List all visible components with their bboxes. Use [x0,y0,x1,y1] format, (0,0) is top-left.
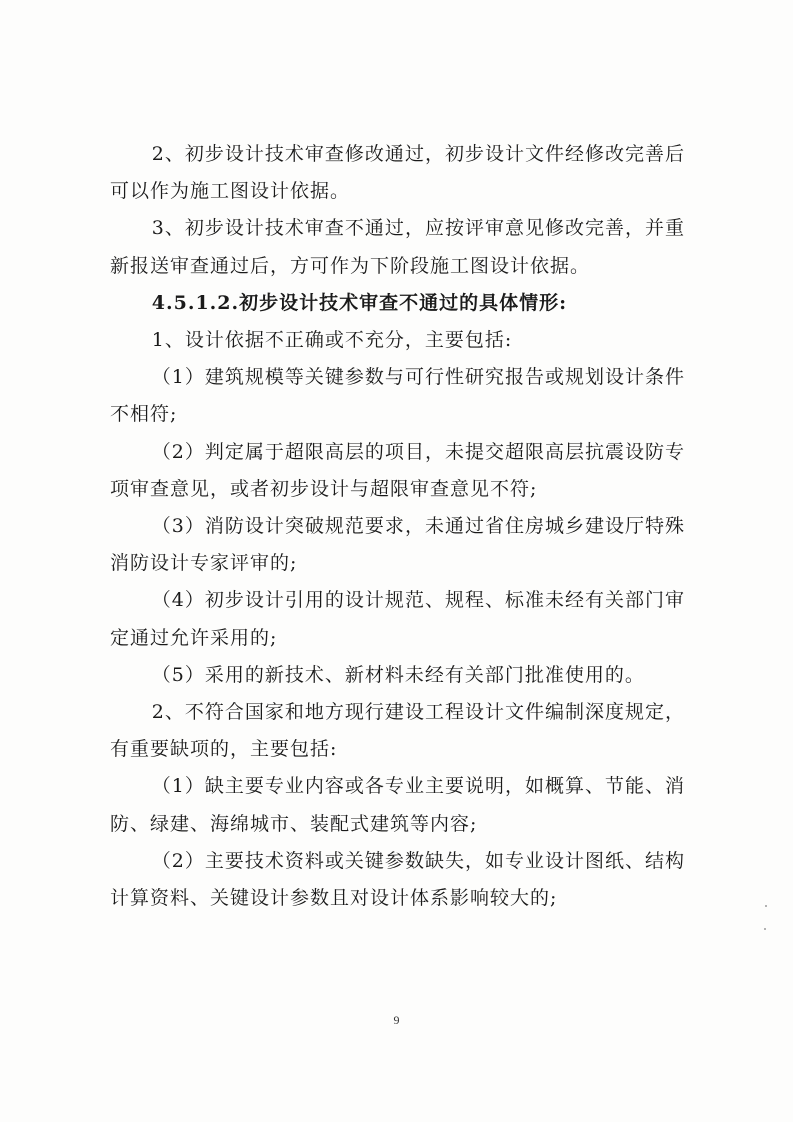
paragraph-depth-requirements: 2、不符合国家和地方现行建设工程设计文件编制深度规定，有重要缺项的，主要包括: [110,701,685,761]
list-item-new-technology: （5）采用的新技术、新材料未经有关部门批准使用的。 [151,663,645,686]
section-heading: 4.5.1.2.初步设计技术审查不通过的具体情形: [151,291,568,314]
list-item-scale-parameters: （1）建筑规模等关键参数与可行性研究报告或规划设计条件不相符; [110,366,685,426]
list-item-fire-protection: （3）消防设计突破规范要求，未通过省住房城乡建设厅特殊消防设计专家评审的; [110,515,685,575]
paragraph-revision-pass: 2、初步设计技术审查修改通过，初步设计文件经修改完善后可以作为施工图设计依据。 [110,143,685,203]
list-item-missing-content: （1）缺主要专业内容或各专业主要说明，如概算、节能、消防、绿建、海绵城市、装配式建筑等内容; [110,775,685,835]
list-item-high-rise: （2）判定属于超限高层的项目，未提交超限高层抗震设防专项审查意见，或者初步设计与超限审查意见不符; [110,440,685,500]
scan-speck [765,905,767,907]
list-item-standards: （4）初步设计引用的设计规范、规程、标准未经有关部门审定通过允许采用的; [110,589,685,649]
scan-speck [764,928,766,930]
page-number: 9 [393,1013,400,1027]
page-body [110,136,685,917]
paragraph-design-basis: 1、设计依据不正确或不充分，主要包括: [151,329,513,352]
list-item-missing-parameters: （2）主要技术资料或关键参数缺失，如专业设计图纸、结构计算资料、关键设计参数且对设计体系影响较大的; [110,849,685,910]
paragraph-review-fail: 3、初步设计技术审查不通过，应按评审意见修改完善，并重新报送审查通过后，方可作为下阶段施工图设计依据。 [110,217,685,277]
